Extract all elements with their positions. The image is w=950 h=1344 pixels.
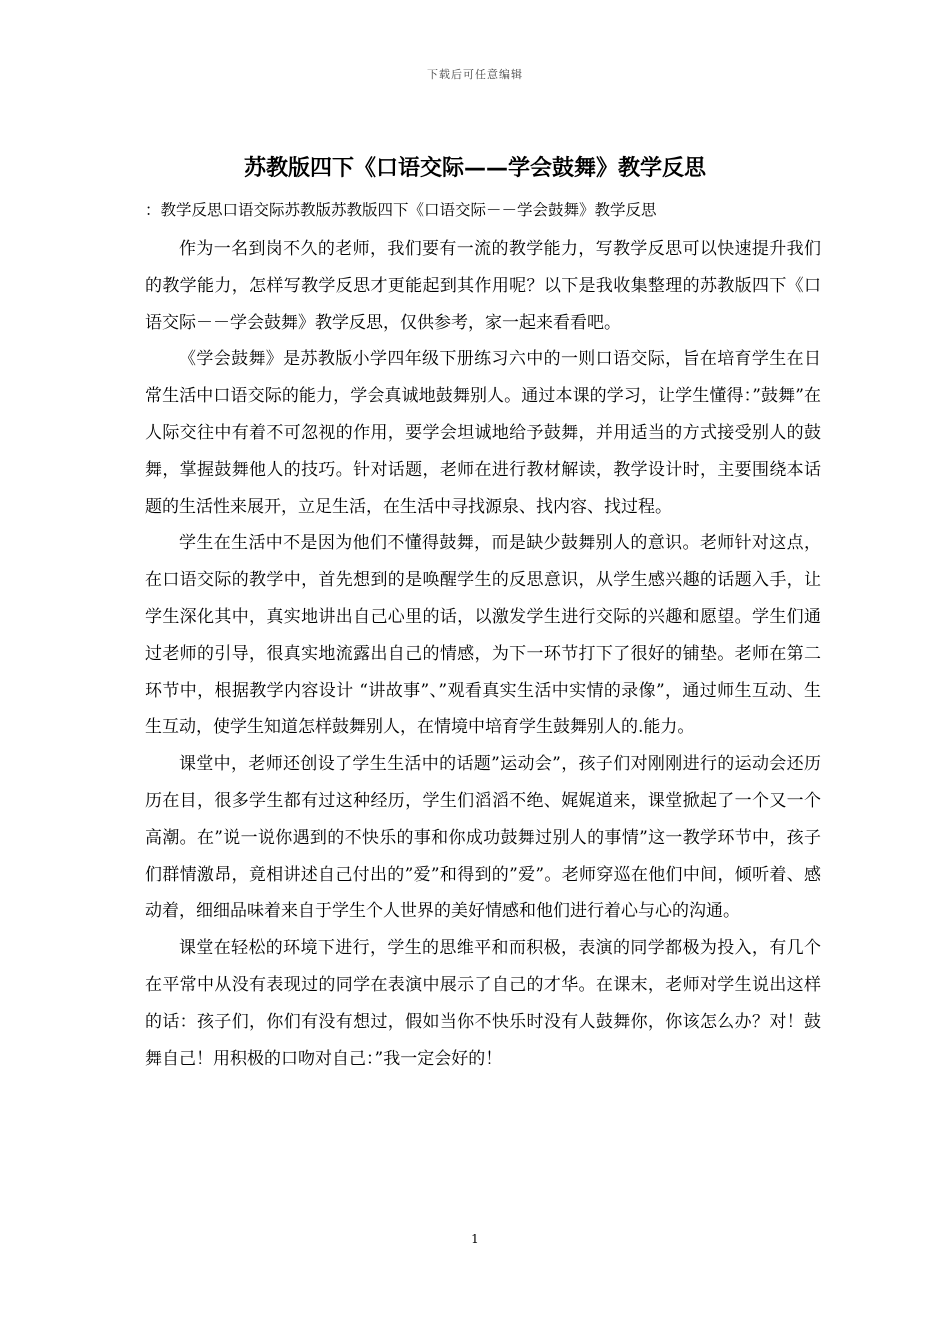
document-title: 苏教版四下《口语交际——学会鼓舞》教学反思 (243, 156, 706, 181)
paragraph: 《学会鼓舞》是苏教版小学四年级下册练习六中的一则口语交际，旨在培育学生在日常生活中口语交际的能力，学会真诚地鼓舞别人。通过本课的学习，让学生懂得：”鼓舞”在人际交往中有着不可忽视的作用，要学会坦诚地给予鼓舞，并用适当的方式接受别人的鼓舞，掌握鼓舞他人的技巧。针对话题，老师在进行教材解读，教学设计时，主要围绕本话题的生活性来展开，立足生活，在生活中寻找源泉、找内容、找过程。 (145, 349, 821, 517)
header-note: 下载后可任意编辑 (427, 68, 523, 81)
paragraph: 课堂在轻松的环境下进行，学生的思维平和而积极，表演的同学都极为投入，有几个在平常中从没有表现过的同学在表演中展示了自己的才华。在课末，老师对学生说出这样的话：孩子们，你们有没有想过，假如当你不快乐时没有人鼓舞你，你该怎么办？对！鼓舞自己！用积极的口吻对自己：”我一定会好的！ (145, 938, 821, 1069)
tags-line: ：教学反思口语交际苏教版苏教版四下《口语交际－－学会鼓舞》教学反思 (145, 201, 657, 219)
page-number: 1 (471, 1232, 479, 1246)
paragraph: 学生在生活中不是因为他们不懂得鼓舞，而是缺少鼓舞别人的意识。老师针对这点，在口语交际的教学中，首先想到的是唤醒学生的反思意识，从学生感兴趣的话题入手，让学生深化其中，真实地讲出自己心里的话，以激发学生进行交际的兴趣和愿望。学生们通过老师的引导，很真实地流露出自己的情感，为下一环节打下了很好的铺垫。老师在第二环节中，根据教学内容设计 “讲故事”、”观看真实生活中实情的录像”，通过师生互动、生生互动，使学生知道怎样鼓舞别人，在情境中培育学生鼓舞别人的.能力。 (145, 533, 821, 738)
paragraph: 课堂中，老师还创设了学生生活中的话题”运动会”，孩子们对刚刚进行的运动会还历历在目，很多学生都有过这种经历，学生们滔滔不绝、娓娓道来，课堂掀起了一个又一个高潮。在”说一说你遇到的不快乐的事和你成功鼓舞过别人的事情”这一教学环节中，孩子们群情激昂，竟相讲述自己付出的”爱”和得到的”爱”。老师穿巡在他们中间，倾听着、感动着，细细品味着来自于学生个人世界的美好情感和他们进行着心与心的沟通。 (145, 754, 821, 922)
document-body (145, 231, 821, 1077)
paragraph: 作为一名到岗不久的老师，我们要有一流的教学能力，写教学反思可以快速提升我们的教学能力，怎样写教学反思才更能起到其作用呢？以下是我收集整理的苏教版四下《口语交际－－学会鼓舞》教学反思，仅供参考，家一起来看看吧。 (145, 239, 821, 333)
